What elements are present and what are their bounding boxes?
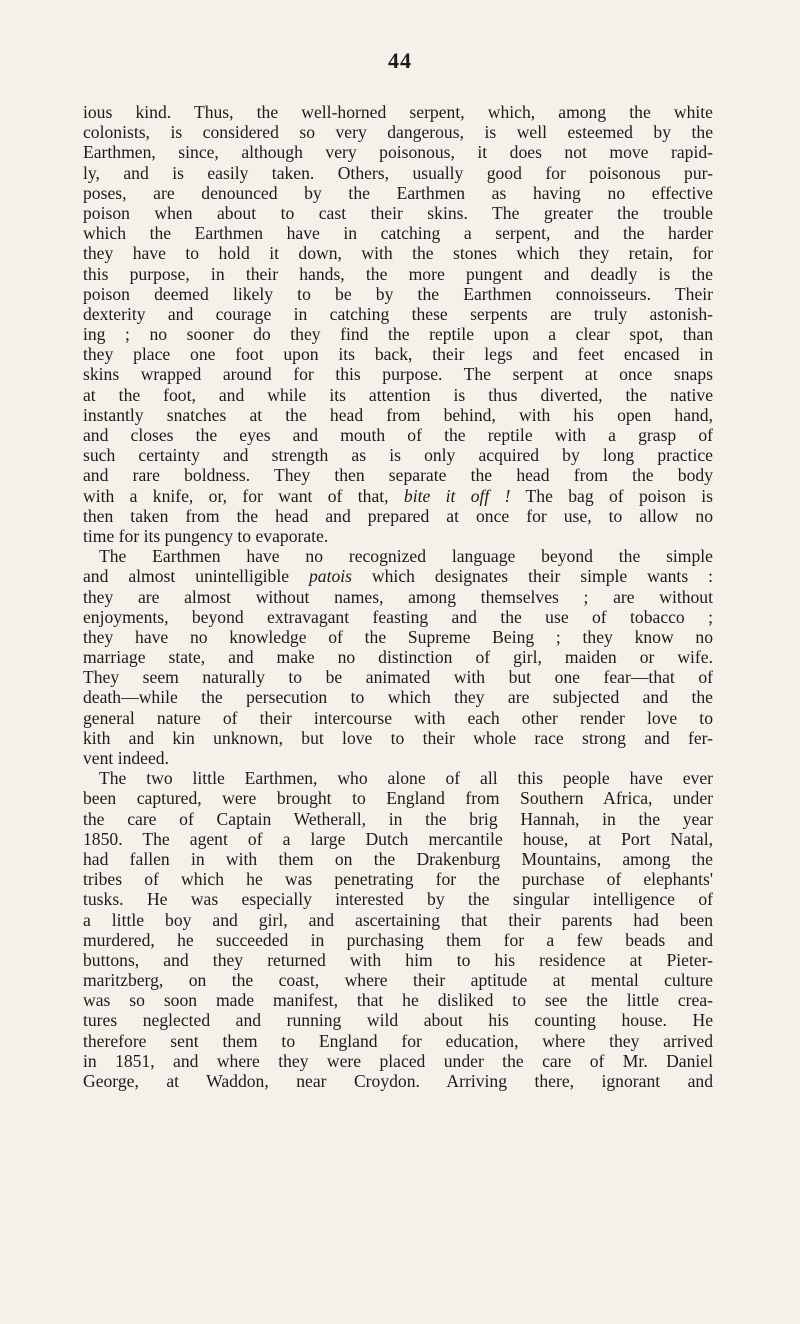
text-line: kith and kin unknown, but love to their whole race strong and fer- — [83, 727, 713, 748]
text-line: 1850. The agent of a large Dutch mercantile house, at Port Natal, — [83, 828, 713, 849]
text-line: time for its pungency to evaporate. — [83, 525, 329, 546]
text-line: at the foot, and while its attention is thus diverted, the native — [83, 384, 713, 405]
text-line: and closes the eyes and mouth of the reptile with a grasp of — [83, 425, 713, 445]
text-line: they have to hold it down, with the stones which they retain, for — [83, 243, 713, 264]
text-line: they are almost without names, among themselves ; are without — [83, 586, 713, 607]
text-line: poison when about to cast their skins. The greater the trouble — [83, 202, 713, 223]
text-line: vent indeed. — [83, 748, 169, 768]
text-line: the care of Captain Wetherall, in the brig Hannah, in the year — [83, 808, 713, 829]
italic-text: bite it off ! — [403, 485, 511, 506]
text-line: in 1851, and where they were placed under the care of Mr. Daniel — [83, 1050, 713, 1071]
text-segment: and almost unintelligible — [83, 566, 309, 587]
italic-text: patois — [308, 566, 352, 587]
text-line: murdered, he succeeded in purchasing them for a few beads and — [83, 929, 713, 950]
text-line: such certainty and strength as is only acquired by long practice — [83, 445, 713, 466]
text-line — [83, 486, 713, 506]
text-line: had fallen in with them on the Drakenburg Mountains, among the — [83, 848, 713, 869]
text-segment: with a knife, or, for want of that, — [83, 485, 404, 506]
text-line: they have no knowledge of the Supreme Being ; they know no — [83, 626, 713, 647]
text-line: ly, and is easily taken. Others, usually good for poisonous pur- — [83, 162, 713, 183]
text-line: The Earthmen have no recognized language beyond the simple — [99, 546, 713, 567]
body-text — [83, 102, 713, 1091]
text-line: tribes of which he was penetrating for the purchase of elephants' — [83, 869, 713, 890]
text-line: and rare boldness. They then separate the head from the body — [83, 465, 713, 486]
text-segment: which designates their simple wants : — [351, 566, 713, 587]
text-line: ing ; no sooner do they find the reptile upon a clear spot, than — [83, 324, 713, 345]
text-line: poison deemed likely to be by the Earthmen connoisseurs. Their — [83, 283, 713, 304]
text-line — [83, 566, 713, 586]
text-line: George, at Waddon, near Croydon. Arriving there, ignorant and — [83, 1071, 713, 1091]
text-line: which the Earthmen have in catching a serpent, and the harder — [83, 223, 713, 244]
text-line: was so soon made manifest, that he disliked to see the little crea- — [83, 990, 713, 1011]
text-line: they place one foot upon its back, their legs and feet encased in — [83, 344, 713, 365]
text-line: a little boy and girl, and ascertaining that their parents had been — [83, 909, 713, 930]
text-line: dexterity and courage in catching these serpents are truly astonish- — [83, 303, 713, 324]
text-line: then taken from the head and prepared at once for use, to allow no — [83, 505, 713, 526]
text-line: They seem naturally to be animated with but one fear—that of — [83, 667, 713, 688]
text-line: buttons, and they returned with him to his residence at Pieter- — [83, 949, 713, 970]
text-line: Earthmen, since, although very poisonous, it does not move rapid- — [83, 142, 713, 163]
text-line: general nature of their intercourse with each other render love to — [83, 707, 713, 728]
text-line: death—while the persecution to which they are subjected and the — [83, 687, 713, 708]
text-line: ious kind. Thus, the well-horned serpent, which, among the white — [83, 102, 713, 122]
text-line: enjoyments, beyond extravagant feasting and the use of tobacco ; — [83, 606, 713, 627]
text-line: poses, are denounced by the Earthmen as having no effective — [83, 182, 713, 203]
text-segment: The bag of poison is — [510, 485, 713, 506]
text-line: this purpose, in their hands, the more pungent and deadly is the — [83, 263, 713, 284]
text-line: skins wrapped around for this purpose. The serpent at once snaps — [83, 364, 713, 385]
text-line: The two little Earthmen, who alone of all this people have ever — [99, 768, 713, 789]
text-line: marriage state, and make no distinction of girl, maiden or wife. — [83, 647, 713, 668]
page-number: 44 — [388, 48, 412, 73]
text-line: maritzberg, on the coast, where their aptitude at mental culture — [83, 970, 713, 991]
text-line: tusks. He was especially interested by the singular intelligence of — [83, 889, 713, 910]
text-line: been captured, were brought to England from Southern Africa, under — [83, 788, 713, 809]
text-line: colonists, is considered so very dangerous, is well esteemed by the — [83, 122, 713, 143]
text-line: therefore sent them to England for education, where they arrived — [83, 1030, 713, 1051]
text-line: tures neglected and running wild about his counting house. He — [83, 1010, 713, 1031]
text-line: instantly snatches at the head from behind, with his open hand, — [83, 404, 713, 425]
